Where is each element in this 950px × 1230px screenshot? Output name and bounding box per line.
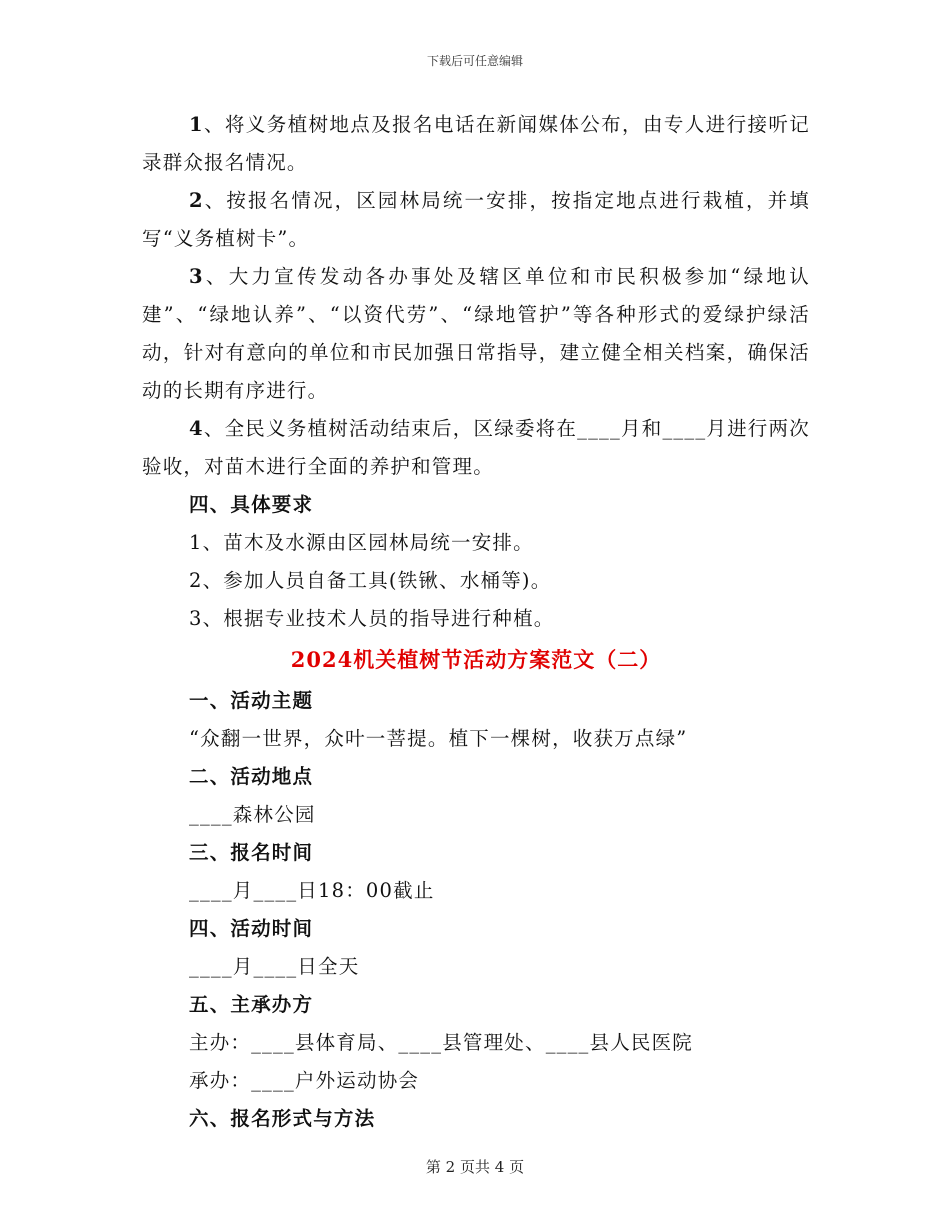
section-line-location: ____森林公园 — [189, 803, 316, 826]
section-heading-location: 二、活动地点 — [189, 765, 314, 788]
section-heading-signup-method: 六、报名形式与方法 — [189, 1107, 376, 1130]
paragraph-item-4: 4、全民义务植树活动结束后，区绿委将在____月和____月进行两次验收，对苗木进行全面的养护和管理。 — [142, 417, 810, 478]
section-heading-theme: 一、活动主题 — [189, 689, 314, 712]
requirement-item-2: 2、参加人员自备工具(铁锹、水桶等)。 — [189, 569, 552, 592]
paragraph-item-2: 2、按报名情况，区园林局统一安排，按指定地点进行栽植，并填写“义务植树卡”。 — [142, 189, 810, 250]
section-line-theme: “众翻一世界，众叶一菩提。植下一棵树，收获万点绿” — [189, 727, 688, 750]
paragraph-item-3: 3、大力宣传发动各办事处及辖区单位和市民积极参加“绿地认建”、“绿地认养”、“以资代劳”、“绿地管护”等各种形式的爱绿护绿活动，针对有意向的单位和市民加强日常指导，建立健全相关档案，确保活动的长期有序进行。 — [142, 265, 810, 402]
paragraph-item-1: 1、将义务植树地点及报名电话在新闻媒体公布，由专人进行接听记录群众报名情况。 — [142, 113, 810, 174]
document-title: 2024机关植树节活动方案范文（二） — [290, 647, 662, 672]
section-line-signup-time: ____月____日18：00截止 — [189, 879, 435, 902]
document-body — [142, 106, 810, 1138]
section-heading-activity-time: 四、活动时间 — [189, 917, 314, 940]
page-header: 下载后可任意编辑 — [426, 54, 523, 68]
section-line-activity-time: ____月____日全天 — [189, 955, 360, 978]
section-line-co-host: 承办：____户外运动协会 — [189, 1069, 420, 1092]
section-heading-signup-time: 三、报名时间 — [189, 841, 314, 864]
section-heading-organizers: 五、主承办方 — [189, 993, 314, 1016]
section-heading-requirements: 四、具体要求 — [189, 493, 314, 516]
section-line-host: 主办：____县体育局、____县管理处、____县人民医院 — [189, 1031, 694, 1054]
requirement-item-1: 1、苗木及水源由区园林局统一安排。 — [189, 531, 534, 554]
requirement-item-3: 3、根据专业技术人员的指导进行种植。 — [189, 607, 555, 630]
page-footer: 第 2 页共 4 页 — [425, 1158, 525, 1176]
